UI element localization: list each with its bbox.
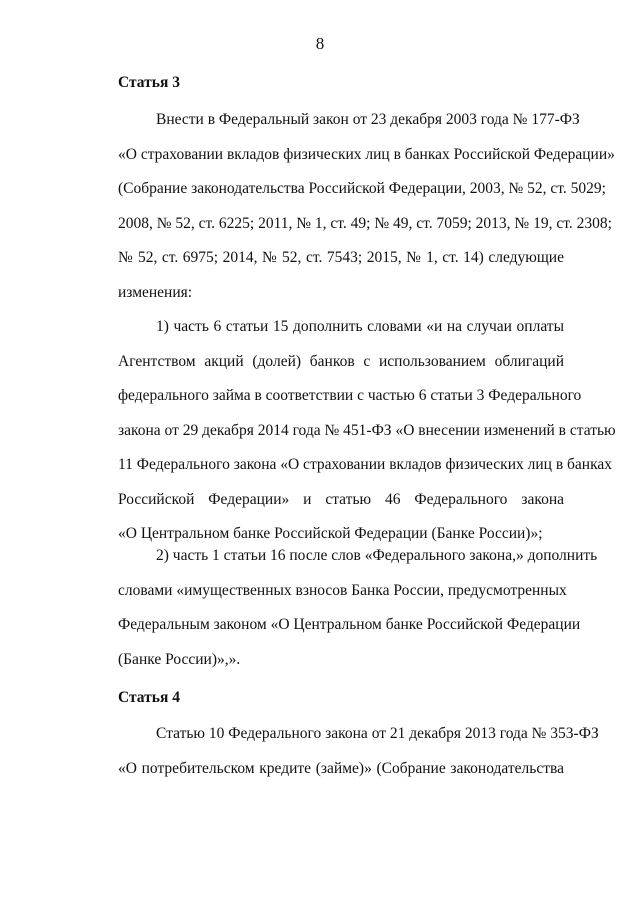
page-number: 8	[315, 34, 325, 53]
article-4-intro-paragraph	[80, 717, 599, 786]
text-line: 11 Федерального закона «О страховании вкладов физических лиц в банках	[118, 456, 613, 473]
text-line: закона от 29 декабря 2014 года № 451-ФЗ «О внесении изменений в статью	[118, 421, 616, 439]
text-line: «О страховании вкладов физических лиц в банках Российской Федерации»	[118, 145, 615, 163]
text-line: (Собрание законодательства Российской Федерации, 2003, № 52, ст. 5029;	[118, 180, 606, 197]
article-3-item-2-paragraph	[80, 539, 598, 677]
text-line: 2) часть 1 статьи 16 после слов «Федерального закона,» дополнить	[156, 547, 598, 564]
text-line: федерального займа в соответствии с частью 6 статьи 3 Федерального	[118, 387, 582, 404]
article-4-heading: Статья 4	[118, 689, 180, 706]
text-line: Агентством акций (долей) банков с использованием облигаций	[118, 352, 564, 370]
text-line: Статью 10 Федерального закона от 21 декабря 2013 года № 353-ФЗ	[156, 725, 599, 742]
article-3-heading: Статья 3	[118, 74, 180, 91]
text-line: Внести в Федеральный закон от 23 декабря 2003 года № 177-ФЗ	[156, 111, 580, 128]
text-line: словами «имущественных взносов Банка России, предусмотренных	[118, 581, 567, 599]
text-line: Российской Федерации» и статью 46 Федерального закона	[118, 490, 564, 508]
article-3-item-1-paragraph	[80, 310, 616, 552]
text-line: Федеральным законом «О Центральном банке Российской Федерации	[118, 616, 581, 633]
text-line: (Банке России)»,».	[118, 650, 241, 668]
text-line: «О потребительском кредите (займе)» (Собрание законодательства	[118, 759, 564, 777]
text-line: 2008, № 52, ст. 6225; 2011, № 1, ст. 49; № 49, ст. 7059; 2013, № 19, ст. 2308;	[118, 214, 612, 232]
article-3-intro-paragraph	[80, 103, 615, 310]
text-line: изменения:	[118, 283, 193, 301]
text-line: 1) часть 6 статьи 15 дополнить словами «и на случаи оплаты	[156, 318, 564, 335]
text-line: «О Центральном банке Российской Федерации (Банке России)»;	[118, 525, 543, 542]
text-line: № 52, ст. 6975; 2014, № 52, ст. 7543; 2015, № 1, ст. 14) следующие	[118, 249, 564, 266]
